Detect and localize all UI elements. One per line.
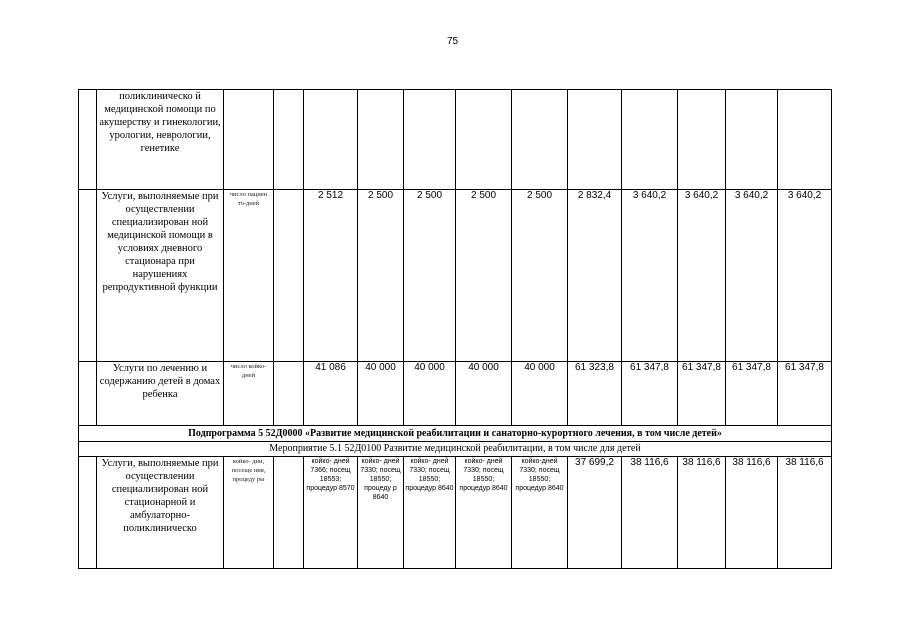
value-cell: 61 347,8 [622,362,678,426]
unit-cell: койко- дни, посеще ния, процеду ры [224,457,274,569]
value-cell: 3 640,2 [678,190,726,362]
measure-row [79,442,832,457]
value-cell: 2 500 [404,190,456,362]
value-cell [304,90,358,190]
value-cell: 2 500 [358,190,404,362]
subprogram-title: Подпрограмма 5 52Д0000 «Развитие медицинской реабилитации и санаторно-курортного лечения, в том числе детей» [79,426,832,442]
value-cell [678,90,726,190]
value-cell: 2 512 [304,190,358,362]
value-cell [404,90,456,190]
page-number: 75 [446,36,459,47]
value-cell: 3 640,2 [726,190,778,362]
value-cell: 61 323,8 [568,362,622,426]
value-cell: 40 000 [512,362,568,426]
value-cell [358,90,404,190]
value-cell: 41 086 [304,362,358,426]
unit-cell: число койко- дней [224,362,274,426]
budget-table [78,89,832,569]
value-cell: койко- дней 7330; посещ 18550; процеду р 8640 [358,457,404,569]
value-cell [456,90,512,190]
table-row [79,190,832,362]
value-cell: 61 347,8 [726,362,778,426]
table-row [79,457,832,569]
value-cell: 2 832,4 [568,190,622,362]
value-cell [512,90,568,190]
value-cell: 61 347,8 [678,362,726,426]
unit-cell [224,90,274,190]
measure-title: Мероприятие 5.1 52Д0100 Развитие медицинской реабилитации, в том числе для детей [79,442,832,457]
value-cell [568,90,622,190]
service-name: поликлиническо й медицинской помощи по акушерству и гинекологии, урологии, неврологии, генетике [97,90,224,190]
value-cell: 38 116,6 [622,457,678,569]
value-cell: 37 699,2 [568,457,622,569]
service-name: Услуги, выполняемые при осуществлении специализирован ной стационарной и амбулаторно- поликлиническо [97,457,224,569]
value-cell: 40 000 [358,362,404,426]
service-name: Услуги по лечению и содержанию детей в домах ребенка [97,362,224,426]
value-cell: 40 000 [404,362,456,426]
service-name: Услуги, выполняемые при осуществлении специализирован ной медицинской помощи в условиях дневного стационара при нарушениях репродуктивной функции [97,190,224,362]
unit-cell: число пациен то-дней [224,190,274,362]
value-cell: 40 000 [456,362,512,426]
value-cell: 2 500 [512,190,568,362]
table-row [79,90,832,190]
value-cell: 3 640,2 [778,190,832,362]
value-cell [726,90,778,190]
value-cell: 3 640,2 [622,190,678,362]
value-cell [622,90,678,190]
value-cell: 38 116,6 [678,457,726,569]
value-cell: 2 500 [456,190,512,362]
value-cell: койко- дней 7330; посещ 18550; процедур 8640 [456,457,512,569]
table-row [79,362,832,426]
value-cell: 38 116,6 [726,457,778,569]
subprogram-row [79,426,832,442]
value-cell [778,90,832,190]
value-cell: койко- дней 7366; посещ 18553; процедур 8570 [304,457,358,569]
value-cell: койко- дней 7330; посещ 18550; процедур 8640 [404,457,456,569]
value-cell: 38 116,6 [778,457,832,569]
value-cell: койко-дней 7330; посещ 18550; процедур 8640 [512,457,568,569]
value-cell: 61 347,8 [778,362,832,426]
